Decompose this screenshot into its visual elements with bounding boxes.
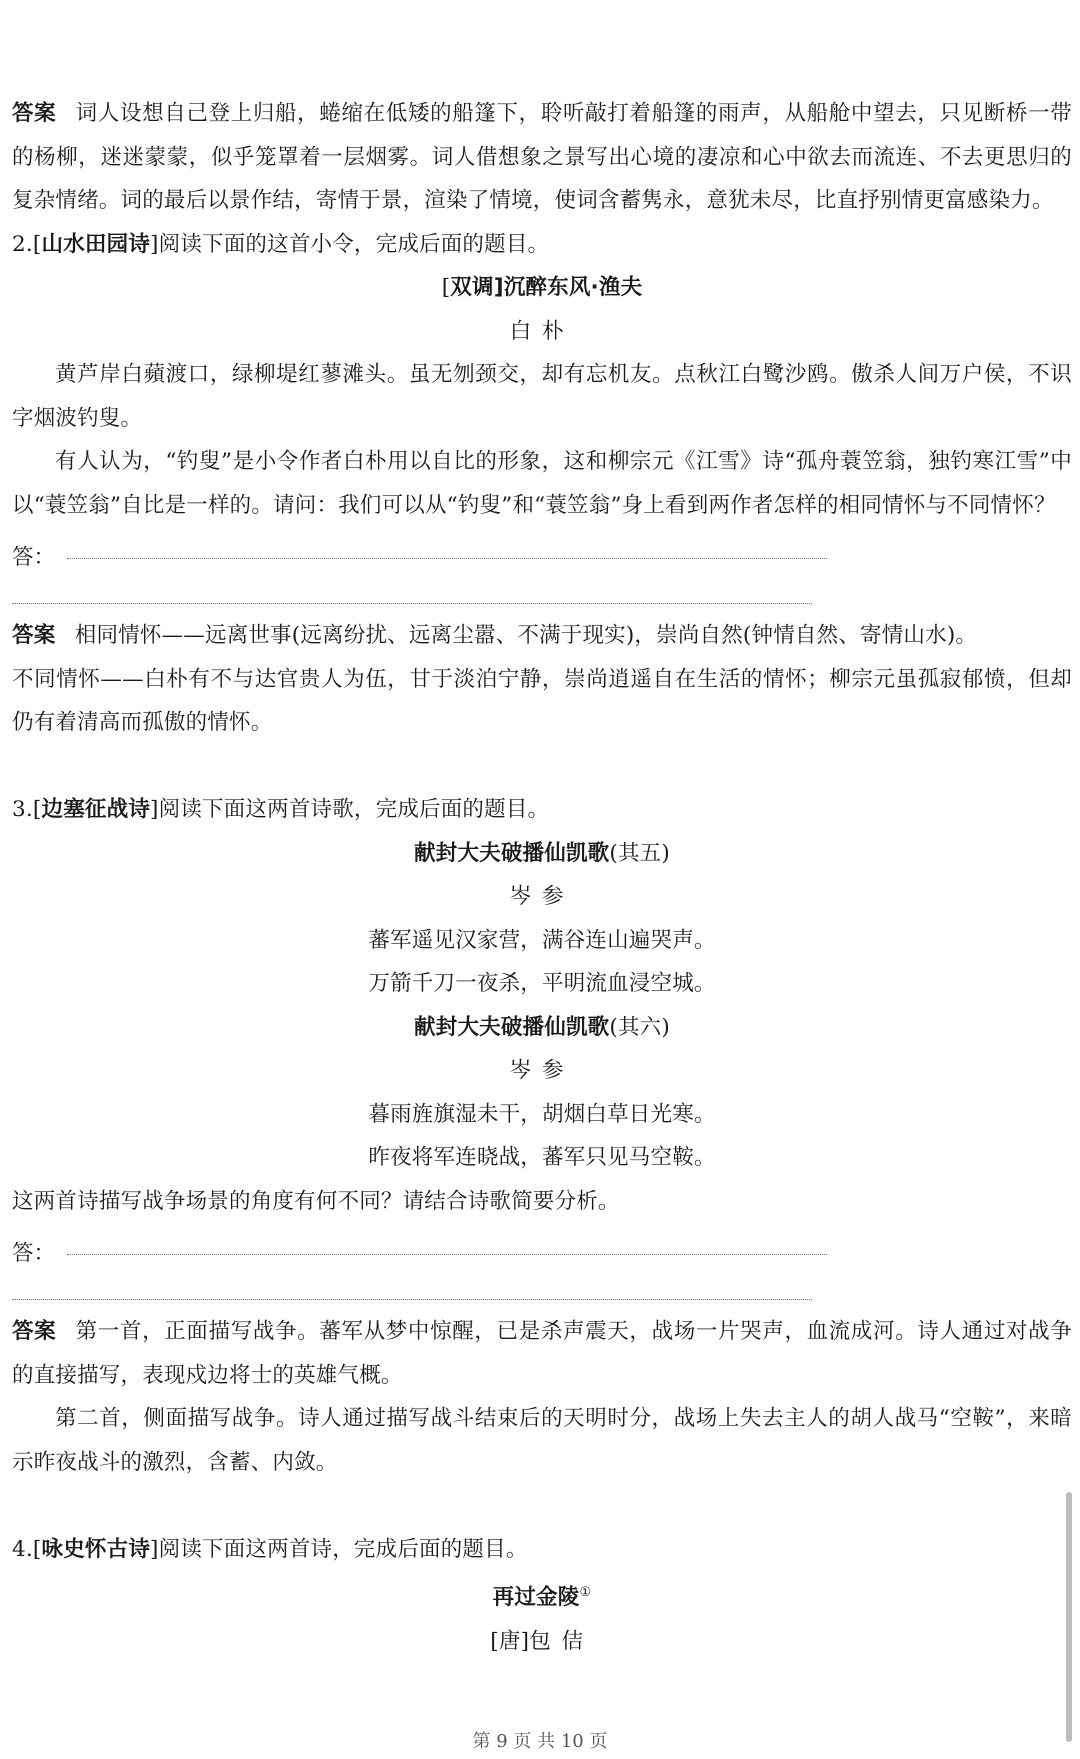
- q3-poem2-author: 岑参: [509, 1058, 575, 1083]
- poem-subtitle: (其六): [609, 1014, 670, 1040]
- q2-category-tag: 山水田园诗: [41, 231, 151, 257]
- q3-answer-text-1: 第一首，正面描写战争。蕃军从梦中惊醒，已是杀声震天，战场一片哭声，血流成河。诗人通过对战争的直接描写，表现戍边将士的英雄气概。: [12, 1319, 1072, 1388]
- answer-blank-line[interactable]: [12, 1267, 1072, 1311]
- q2-intro: ]阅读下面的这首小令，完成后面的题目。: [150, 231, 550, 257]
- q1-answer-text: 词人设想自己登上归船，蜷缩在低矮的船篷下，聆听敲打着船篷的雨声，从船舱中望去，只见断桥一带的杨柳，迷迷蒙蒙，似乎笼罩着一层烟雾。词人借想象之景写出心境的凄凉和心中欲去而流连、不去更思归的复杂情绪。词的最后以景作结，寄情于景，渲染了情境，使词含蓄隽永，意犹未尽，比直抒别情更富感染力。: [12, 101, 1072, 213]
- spacer: [12, 1484, 1072, 1528]
- vertical-scrollbar[interactable]: [1066, 1492, 1072, 1742]
- answer-prompt: 答：: [12, 1240, 56, 1266]
- q3-poem2-title: [12, 1006, 1072, 1050]
- q4-poem-author: [12, 1620, 1072, 1664]
- q3-heading: [12, 788, 1072, 832]
- q2-answer-line[interactable]: [12, 527, 1072, 571]
- q3-question: 这两首诗描写战争场景的角度有何不同？请结合诗歌简要分析。: [12, 1188, 620, 1214]
- answer-blank[interactable]: [67, 558, 827, 559]
- q4-heading: [12, 1528, 1072, 1572]
- q3-poem1-line1: 蕃军遥见汉家营，满谷连山遍哭声。: [368, 927, 716, 953]
- q2-title-rest: ]沉醉东风·渔夫: [493, 275, 643, 300]
- answer-label: 答案: [12, 623, 56, 648]
- answer-label: 答案: [12, 1319, 57, 1344]
- q2-poem-author: 白朴: [509, 318, 575, 344]
- q1-answer: [12, 92, 1072, 223]
- bracket: [: [441, 275, 451, 300]
- q3-number: 3.[: [12, 797, 42, 822]
- q2-question: 有人认为，“钓叟”是小令作者白朴用以自比的形象，这和柳宗元《江雪》诗“孤舟蓑笠翁，独钓寒江雪”中以“蓑笠翁”自比是一样的。请问：我们可以从“钓叟”和“蓑笠翁”身上看到两作者怎样的相同情怀与不同情怀？: [12, 449, 1072, 518]
- footnote-marker[interactable]: ①: [579, 1585, 592, 1600]
- q4-number: 4.[: [12, 1536, 42, 1562]
- q2-number: 2.[: [12, 231, 42, 257]
- q2-poem-text: 黄芦岸白蘋渡口，绿柳堤红蓼滩头。虽无刎颈交，却有忘机友。点秋江白鹭沙鸥。傲杀人间万户侯，不识字烟波钓叟。: [12, 362, 1072, 431]
- author-name: 包佶: [529, 1628, 594, 1654]
- poem-title: 再过金陵: [492, 1585, 580, 1611]
- answer-blank-line[interactable]: [12, 571, 1072, 615]
- q2-answer-2: 不同情怀——白朴有不与达官贵人为伍，甘于淡泊宁静，崇尚逍遥自在生活的情怀；柳宗元虽孤寂郁愤，但却仍有着清高而孤傲的情怀。: [12, 666, 1072, 735]
- q3-poem1-title: [12, 832, 1072, 876]
- q3-poem2-line1: 暮雨旌旗湿未干，胡烟白草日光寒。: [368, 1101, 716, 1127]
- document-page: [12, 92, 1072, 1663]
- q4-intro: ]阅读下面这两首诗，完成后面的题目。: [150, 1536, 528, 1562]
- q3-category-tag: 边塞征战诗: [41, 797, 151, 822]
- poem-title: 献封大夫破播仙凯歌: [414, 840, 610, 866]
- q2-poem-title: [12, 266, 1072, 310]
- q2-title-label: 双调: [450, 275, 494, 300]
- q3-intro: ]阅读下面这两首诗歌，完成后面的题目。: [150, 797, 550, 822]
- spacer: [12, 745, 1072, 789]
- q3-poem2-line2: 昨夜将军连晓战，蕃军只见马空鞍。: [368, 1145, 716, 1170]
- q3-answer-line[interactable]: [12, 1223, 1072, 1267]
- q3-poem1-author: 岑参: [509, 884, 575, 909]
- answer-blank[interactable]: [67, 1254, 827, 1255]
- q3-answer-1: [12, 1310, 1072, 1397]
- q4-poem-title: [12, 1571, 1072, 1620]
- poem-subtitle: (其五): [609, 840, 670, 866]
- q4-category-tag: 咏史怀古诗: [41, 1536, 151, 1562]
- q2-answer-text-1: 相同情怀——远离世事(远离纷扰、远离尘嚣、不满于现实)，崇尚自然(钟情自然、寄情山水)。: [74, 623, 978, 648]
- page-footer: 第 9 页 共 10 页: [472, 1731, 608, 1752]
- poem-title: 献封大夫破播仙凯歌: [414, 1014, 610, 1040]
- q3-poem1-line2: 万箭千刀一夜杀，平明流血浸空城。: [368, 971, 716, 996]
- answer-label: 答案: [12, 101, 57, 126]
- dynasty-label: [唐]: [490, 1628, 530, 1654]
- q2-answer-1: [12, 614, 1072, 658]
- q3-answer-2: 第二首，侧面描写战争。诗人通过描写战斗结束后的天明时分，战场上失去主人的胡人战马“空鞍”，来暗示昨夜战斗的激烈，含蓄、内敛。: [12, 1406, 1072, 1475]
- q2-heading: [12, 223, 1072, 267]
- answer-prompt: 答：: [12, 544, 56, 570]
